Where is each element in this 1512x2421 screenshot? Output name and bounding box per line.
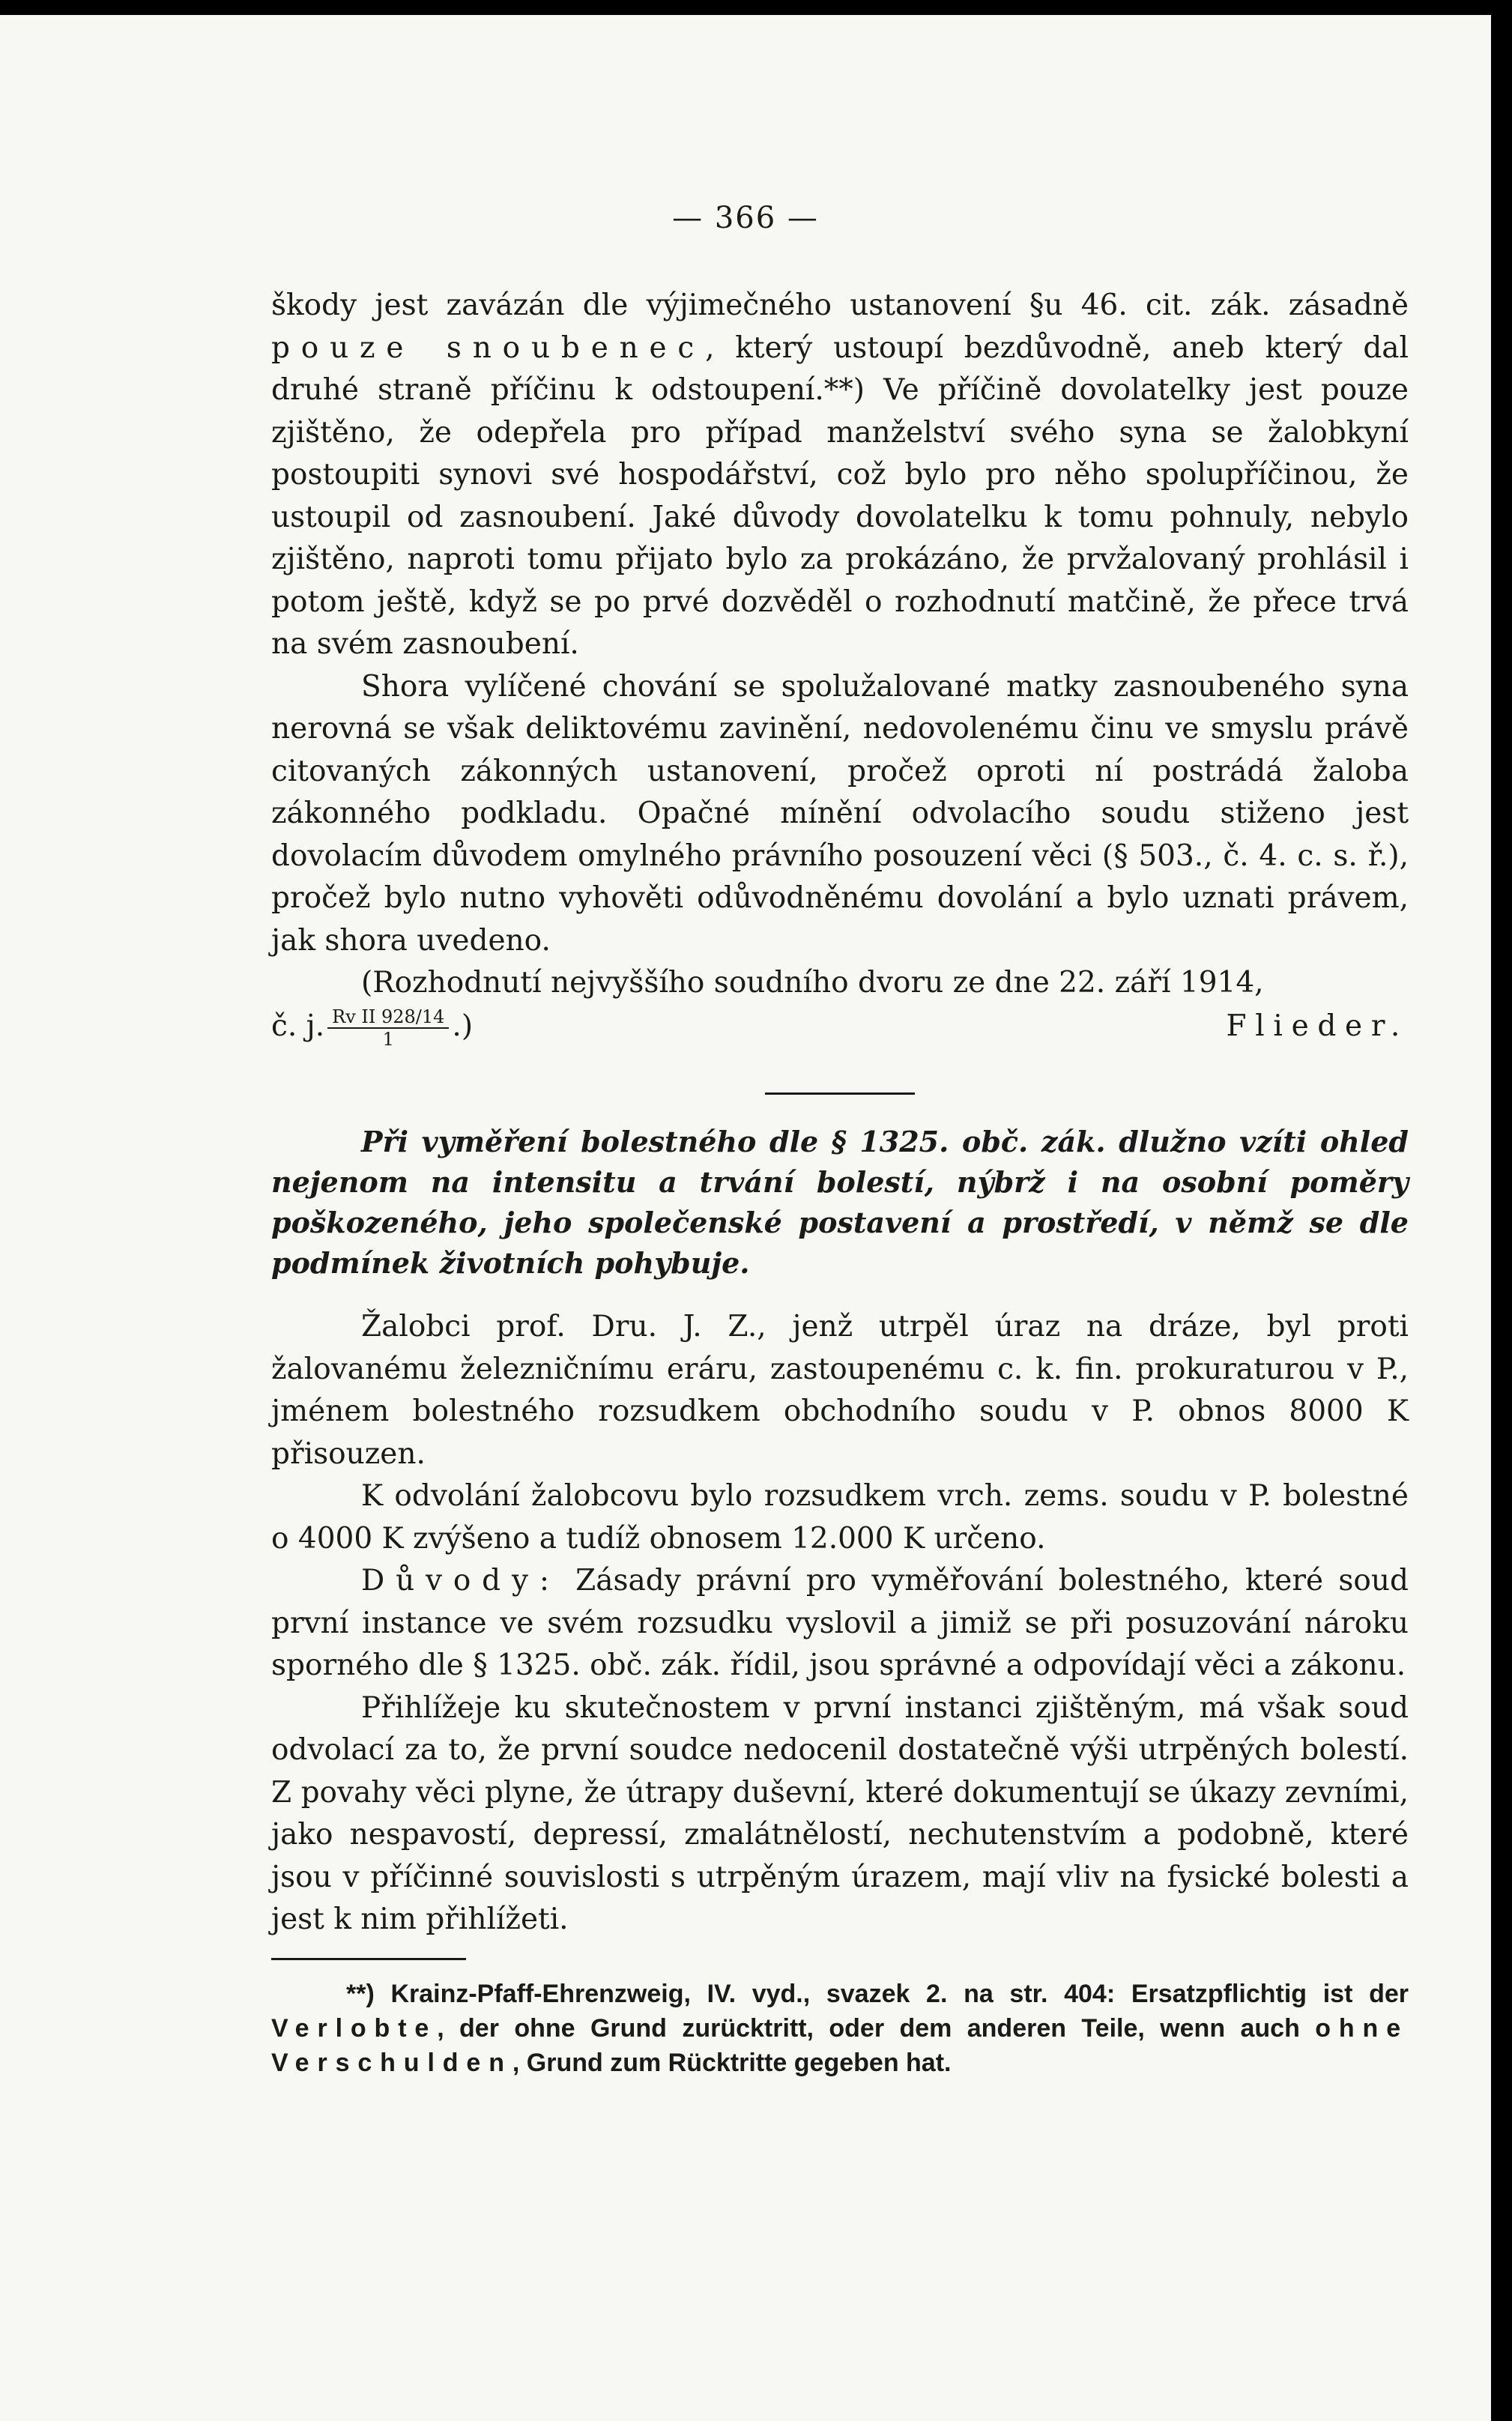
section-divider bbox=[765, 1092, 915, 1095]
paragraph-6: Přihlížeje ku skutečnostem v první instanci zjištěným, má však soud odvolací za to, že první soudce nedocenil dostatečně výši utrpěných bolestí. Z povahy věci plyne, že útrapy duševní, které dokumentují se úkazy zevními, jako nespavostí, depressí, zmalátnělostí, nechutenstvím a podobně, které jsou v příčinné souvislosti s utrpěným úrazem, mají vliv na fysické bolesti a jest k nim přihlížeti. bbox=[271, 1690, 1409, 1936]
spaced-heading-duvody: Důvody: bbox=[361, 1564, 560, 1598]
case-numerator: Rv II 928/14 bbox=[327, 1006, 449, 1029]
paragraph-3: Žalobci prof. Dru. J. Z., jenž utrpěl úraz na dráze, byl proti žalovanému železničnímu eráru, zastoupenému c. k. fin. prokuraturou v P., jménem bolestného rozsudkem obchodního soudu v P. obnos 8000 K přisouzen. bbox=[271, 1310, 1409, 1471]
citation-line: (Rozhodnutí nejvyššího soudního dvoru ze dne 22. září 1914, bbox=[361, 966, 1264, 1000]
case-suffix: .) bbox=[452, 1009, 474, 1043]
footnote bbox=[271, 1977, 1409, 2080]
decision-citation bbox=[271, 962, 1409, 1060]
footnote-text-c: , Grund zum Rücktritte gegeben hat. bbox=[512, 2048, 952, 2077]
spaced-term-verlobte: Verlobte bbox=[271, 2013, 438, 2043]
case-number-fraction bbox=[327, 1006, 449, 1050]
paragraph-1 bbox=[271, 285, 1409, 666]
paragraph-1-text-a: škody jest zavázán dle výjimečného ustanovení §u 46. cit. zák. zásadně bbox=[271, 288, 1409, 322]
judge-name: Flieder. bbox=[1226, 1009, 1409, 1043]
paragraph-2: Shora vylíčené chování se spolužalované matky zasnoubeného syna nerovná se však deliktovému zavinění, nedovolenému činu ve smyslu právě citovaných zákonných ustanovení, pročež oproti ní postrádá žaloba zákonného podkladu. Opačné mínění odvolacího soudu stiženo jest dovolacím důvodem omylného právního posouzení věci (§ 503., č. 4. c. s. ř.), pročež bylo nutno vyhověti odůvodněnému dovolání a bylo uznati právem, jak shora uvedeno. bbox=[271, 669, 1409, 958]
spaced-term-ohne-verschulden: ohne Verschulden bbox=[271, 2013, 1409, 2077]
case-denominator: 1 bbox=[382, 1029, 394, 1050]
footnote-text-b: , der ohne Grund zurücktritt, oder dem anderen Teile, wenn auch bbox=[437, 2013, 1316, 2043]
page-body bbox=[271, 285, 1409, 2080]
case-reference bbox=[271, 1006, 473, 1050]
paragraph-4: K odvolání žalobcovu bylo rozsudkem vrch. zems. soudu v P. bolestné o 4000 K zvýšeno a tudíž obnosem 12.000 K určeno. bbox=[271, 1479, 1409, 1556]
footnote-text-a: **) Krainz-Pfaff-Ehrenzweig, IV. vyd., svazek 2. na str. 404: Ersatzpflichtig ist der bbox=[346, 1979, 1409, 2008]
page-number: — 366 — bbox=[672, 201, 819, 235]
paragraph-5 bbox=[271, 1560, 1409, 1687]
paragraph-1-text-b: , který ustoupí bezdůvodně, aneb který dal druhé straně příčinu k odstoupení.**) Ve příčině dovolatelky jest pouze zjištěno, že odepřela pro případ manželství svého syna se žalobkyní postoupiti synovi své hospodářství, což bylo pro něho spolupříčinou, že ustoupil od zasnoubení. Jaké důvody dovolatelku k tomu pohnuly, nebylo zjištěno, naproti tomu přijato bylo za prokázáno, že prvžalovaný prohlásil i potom ještě, když se po prvé dozvěděl o rozhodnutí matčině, že přece trvá na svém zasnoubení. bbox=[271, 330, 1409, 661]
headnote: Při vyměření bolestného dle § 1325. obč. zák. dlužno vzíti ohled nejenom na intensitu a trvání bolestí, nýbrž i na osobní poměry poškozeného, jeho společenské postavení a prostředí, v němž se dle podmínek životních pohybuje. bbox=[271, 1125, 1409, 1280]
case-prefix: č. j. bbox=[271, 1009, 325, 1043]
footnote-divider bbox=[271, 1958, 466, 1960]
spaced-term-pouze-snoubenec: pouze snoubenec bbox=[271, 330, 706, 365]
book-page bbox=[0, 15, 1491, 2421]
paragraph-5-text: Zásady právní pro vyměřování bolestného, které soud první instance ve svém rozsudku vyslovil a jimiž se při posuzování nároku sporného dle § 1325. obč. zák. řídil, jsou správné a odpovídají věci a zákonu. bbox=[271, 1564, 1409, 1682]
